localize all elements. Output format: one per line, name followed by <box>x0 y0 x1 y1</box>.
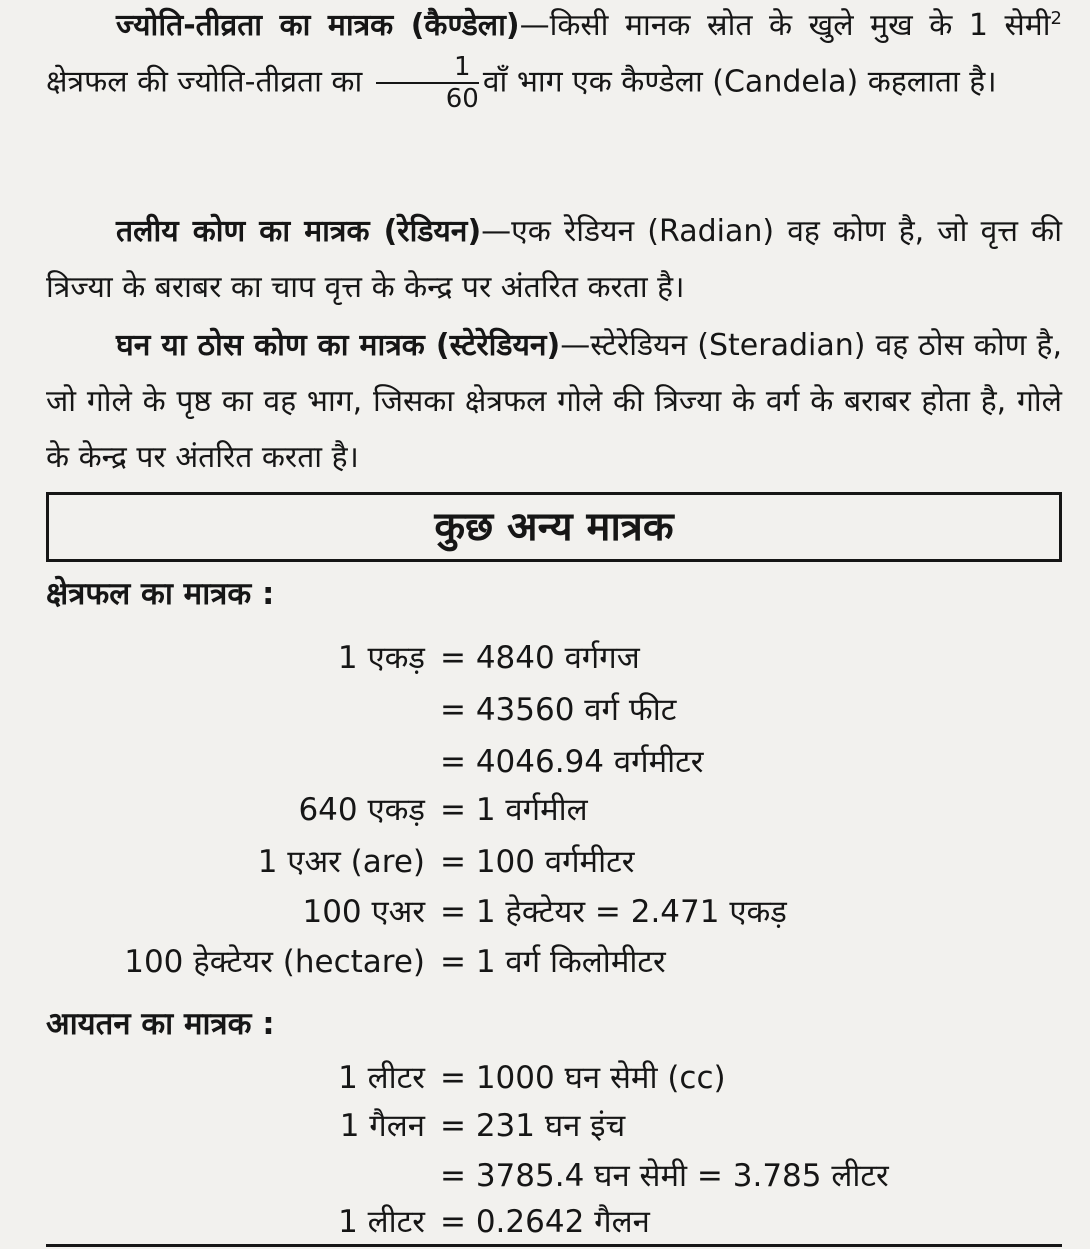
volume-heading: आयतन का मात्रक : <box>46 1006 275 1042</box>
radian-paragraph <box>46 204 1062 316</box>
bottom-divider <box>46 1244 1062 1247</box>
area-heading: क्षेत्रफल का मात्रक : <box>46 576 275 612</box>
row-rhs: = 43560 वर्ग फीट <box>440 692 677 728</box>
row-rhs: = 0.2642 गैलन <box>440 1204 650 1240</box>
area-row <box>0 634 1090 682</box>
row-rhs: = 1000 घन सेमी (cc) <box>440 1060 726 1096</box>
area-row <box>0 888 1090 936</box>
row-lhs: 1 लीटर <box>338 1060 425 1096</box>
row-lhs: 640 एकड़ <box>298 792 425 828</box>
steradian-paragraph <box>46 318 1062 486</box>
fraction-numerator: 1 <box>376 54 479 84</box>
steradian-heading: घन या ठोस कोण का मात्रक (स्टेरेडियन) <box>116 328 561 363</box>
area-row <box>0 938 1090 986</box>
row-rhs: = 1 वर्ग किलोमीटर <box>440 944 666 980</box>
volume-row <box>0 1054 1090 1102</box>
row-rhs: = 3785.4 घन सेमी = 3.785 लीटर <box>440 1158 889 1194</box>
row-rhs: = 100 वर्गमीटर <box>440 844 635 880</box>
candela-paragraph <box>46 0 1062 112</box>
candela-heading: ज्योति-तीव्रता का मात्रक (कैण्डेला) <box>116 8 520 43</box>
row-lhs: 1 एकड़ <box>337 640 425 676</box>
row-rhs: = 1 हेक्टेयर = 2.471 एकड़ <box>440 894 787 930</box>
candela-superscript: 2 <box>1050 8 1062 29</box>
row-rhs: = 231 घन इंच <box>440 1108 626 1144</box>
candela-text-b: क्षेत्रफल की ज्योति-तीव्रता का <box>46 64 363 100</box>
steradian-text: —स्टेरेडियन (Steradian) वह ठोस कोण है, जो गोले के पृष्ठ का वह भाग, जिसका क्षेत्रफल गोले की त्रिज्या के वर्ग के बराबर होता है, गोले के केन्द्र पर अंतरित करता है। <box>46 328 1062 475</box>
volume-row <box>0 1152 1090 1200</box>
candela-text-c: वाँ भाग एक कैण्डेला (Candela) कहलाता है। <box>482 64 997 100</box>
row-lhs: 100 एअर <box>302 894 425 930</box>
row-lhs: 1 गैलन <box>339 1108 425 1144</box>
row-lhs: 1 लीटर <box>338 1204 425 1240</box>
section-box-title: कुछ अन्य मात्रक <box>46 492 1062 562</box>
fraction-denominator: 60 <box>445 84 479 114</box>
area-row <box>0 686 1090 734</box>
row-lhs: 100 हेक्टेयर (hectare) <box>124 944 425 980</box>
volume-row <box>0 1198 1090 1246</box>
row-rhs: = 4840 वर्गगज <box>440 640 640 676</box>
row-rhs: = 1 वर्गमील <box>440 792 588 828</box>
area-row <box>0 786 1090 834</box>
area-row <box>0 838 1090 886</box>
radian-text: —एक रेडियन (Radian) वह कोण है, जो वृत्त की त्रिज्या के बराबर का चाप वृत्त के केन्द्र पर अंतरित करता है। <box>46 214 1062 305</box>
row-rhs: = 4046.94 वर्गमीटर <box>440 744 704 780</box>
radian-heading: तलीय कोण का मात्रक (रेडियन) <box>116 214 482 249</box>
row-lhs: 1 एअर (are) <box>257 844 425 880</box>
candela-text-a: —किसी मानक स्रोत के खुले मुख के 1 सेमी <box>519 8 1051 43</box>
volume-row <box>0 1102 1090 1150</box>
area-row <box>0 738 1090 786</box>
fraction <box>376 54 479 112</box>
